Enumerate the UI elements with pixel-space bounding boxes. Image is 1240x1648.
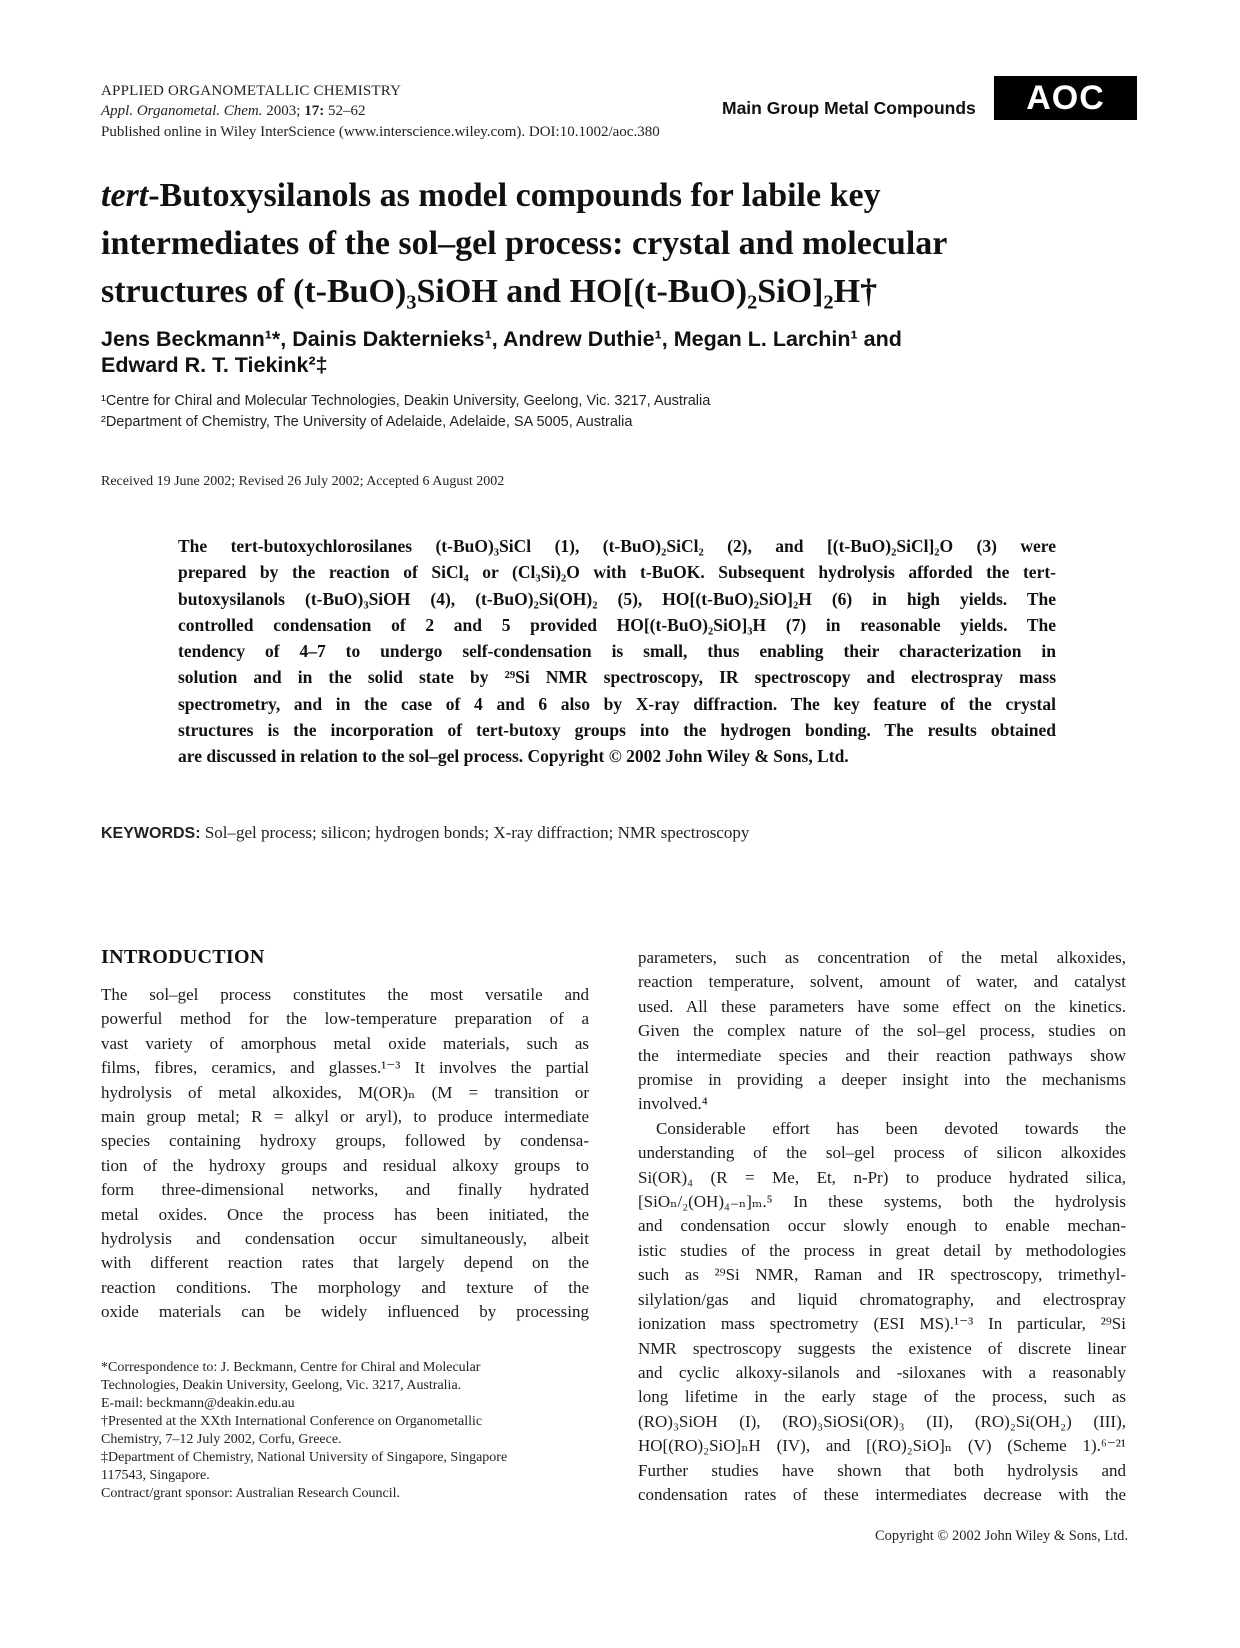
intro-right-column: [638, 946, 1126, 1507]
journal-year: 2003;: [266, 103, 301, 119]
abstract-line: are discussed in relation to the sol–gel process. Copyright © 2002 John Wiley & Sons, Ltd.: [178, 746, 849, 767]
abstract: [178, 533, 1056, 770]
body-line: silylation/gas and liquid chromatography, and electrospray: [638, 1289, 1126, 1309]
body-line: understanding of the sol–gel process of silicon alkoxides: [638, 1143, 1126, 1163]
body-line: reaction conditions. The morphology and texture of the: [101, 1277, 589, 1297]
body-line: parameters, such as concentration of the metal alkoxides,: [638, 948, 1126, 967]
title-line-1: [101, 172, 1161, 220]
body-line: metal oxides. Once the process has been initiated, the: [101, 1204, 589, 1224]
abstract-line: spectrometry, and in the case of 4 and 6 also by X-ray diffraction. The key feature of the crystal: [178, 693, 1056, 714]
body-line: main group metal; R = alkyl or aryl), to produce intermediate: [101, 1107, 589, 1127]
body-line: such as ²⁹Si NMR, Raman and IR spectroscopy, trimethyl-: [638, 1265, 1126, 1285]
abstract-line: controlled condensation of 2 and 5 provided HO[(t-BuO)₂SiO]₃H (7) in reasonable yields. The: [178, 614, 1056, 635]
body-line: powerful method for the low-temperature preparation of a: [101, 1009, 589, 1029]
journal-abbrev: Appl. Organometal. Chem.: [101, 103, 263, 119]
body-line: with different reaction rates that largely depend on the: [101, 1253, 589, 1273]
keywords: [101, 823, 749, 843]
journal-pages: 52–62: [327, 103, 366, 119]
abstract-line: prepared by the reaction of SiCl₄ or (Cl₃Si)₂O with t-BuOK. Subsequent hydrolysis afforded the tert-: [178, 562, 1056, 583]
received-dates: Received 19 June 2002; Revised 26 July 2002; Accepted 6 August 2002: [101, 474, 505, 489]
intro-left-column: [101, 983, 589, 1325]
page-footer-copyright: Copyright © 2002 John Wiley & Sons, Ltd.: [874, 1528, 1128, 1544]
abstract-line: structures is the incorporation of tert-butoxy groups into the hydrogen bonding. The results obtained: [178, 720, 1056, 741]
body-line: hydrolysis of metal alkoxides, M(OR)ₙ (M = transition or: [101, 1082, 589, 1102]
published-online: Published online in Wiley InterScience (www.interscience.wiley.com). DOI:10.1002/aoc.380: [101, 124, 660, 140]
footnote-line: Contract/grant sponsor: Australian Research Council.: [101, 1486, 400, 1501]
body-line: and condensation occur slowly enough to enable mechan-: [638, 1216, 1126, 1236]
body-line: oxide materials can be widely influenced by processing: [101, 1302, 589, 1322]
author-list: [101, 326, 1161, 378]
body-line: condensation rates of these intermediates decrease with the: [638, 1484, 1126, 1504]
affiliation-1: ¹Centre for Chiral and Molecular Technologies, Deakin University, Geelong, Vic. 3217, Australia: [101, 393, 711, 409]
footnote-line: †Presented at the XXth International Conference on Organometallic: [101, 1414, 483, 1429]
body-line: species containing hydroxy groups, followed by condensa-: [101, 1131, 589, 1151]
body-line: tion of the hydroxy groups and residual alkoxy groups to: [101, 1155, 589, 1175]
body-line: HO[(RO)₂SiO]ₙH (IV), and [(RO)₂SiO]ₙ (V) (Scheme 1).⁶⁻²¹: [638, 1436, 1126, 1456]
body-line: ionization mass spectrometry (ESI MS).¹⁻³ In particular, ²⁹Si: [638, 1314, 1126, 1334]
journal-volume: 17:: [304, 103, 325, 119]
body-line: vast variety of amorphous metal oxide materials, such as: [101, 1033, 589, 1053]
body-line: istic studies of the process in great detail by methodologies: [638, 1240, 1126, 1260]
authors-line-2: Edward R. T. Tiekink²‡: [101, 353, 328, 377]
body-line: and cyclic alkoxy-silanols and -siloxanes with a reasonably: [638, 1362, 1126, 1382]
body-line: reaction temperature, solvent, amount of water, and catalyst: [638, 972, 1126, 992]
body-line: used. All these parameters have some effect on the kinetics.: [638, 996, 1126, 1016]
body-line: the intermediate species and their reaction pathways show: [638, 1045, 1126, 1065]
citation-line: [101, 102, 365, 121]
title-italic-prefix: tert: [101, 177, 149, 214]
section-label: Main Group Metal Compounds: [722, 98, 976, 118]
body-line: Further studies have shown that both hydrolysis and: [638, 1460, 1126, 1480]
body-line: NMR spectroscopy suggests the existence of discrete linear: [638, 1338, 1126, 1358]
body-line: promise in providing a deeper insight into the mechanisms: [638, 1070, 1126, 1090]
footnote-line: 117543, Singapore.: [101, 1468, 210, 1483]
body-line: The sol–gel process constitutes the most versatile and: [101, 985, 589, 1004]
abstract-line: solution and in the solid state by ²⁹Si NMR spectroscopy, IR spectroscopy and electrospray mass: [178, 667, 1056, 688]
journal-name: APPLIED ORGANOMETALLIC CHEMISTRY: [101, 83, 402, 99]
title-line-1-text: -Butoxysilanols as model compounds for labile key: [148, 177, 881, 214]
body-line: films, fibres, ceramics, and glasses.¹⁻³ It involves the partial: [101, 1058, 589, 1078]
body-line: involved.⁴: [638, 1094, 708, 1114]
footnote-line: *Correspondence to: J. Beckmann, Centre for Chiral and Molecular: [101, 1360, 481, 1375]
body-line: long lifetime in the early stage of the process, such as: [638, 1387, 1126, 1407]
title-line-2: intermediates of the sol–gel process: crystal and molecular: [101, 225, 948, 262]
title-line-3: structures of (t-BuO)₃SiOH and HO[(t-BuO)₂SiO]₂H†: [101, 273, 878, 310]
body-line: Si(OR)₄ (R = Me, Et, n-Pr) to produce hydrated silica,: [638, 1167, 1126, 1187]
abstract-line: butoxysilanols (t-BuO)₃SiOH (4), (t-BuO)₂Si(OH)₂ (5), HO[(t-BuO)₂SiO]₂H (6) in high yields. The: [178, 588, 1056, 609]
body-line: hydrolysis and condensation occur simultaneously, albeit: [101, 1229, 589, 1249]
keywords-text: Sol–gel process; silicon; hydrogen bonds; X-ray diffraction; NMR spectroscopy: [204, 823, 750, 842]
journal-logo: AOC: [994, 76, 1137, 120]
body-line: Considerable effort has been devoted towards the: [656, 1118, 1126, 1138]
abstract-line: The tert-butoxychlorosilanes (t-BuO)₃SiCl (1), (t-BuO)₂SiCl₂ (2), and [(t-BuO)₂SiCl]₂O (3) were: [178, 536, 1056, 556]
keywords-label: KEYWORDS:: [101, 825, 201, 842]
body-line: Given the complex nature of the sol–gel process, studies on: [638, 1021, 1126, 1041]
affiliation-2: ²Department of Chemistry, The University of Adelaide, Adelaide, SA 5005, Australia: [101, 414, 633, 430]
body-line: (RO)₃SiOH (I), (RO)₃SiOSi(OR)₃ (II), (RO)₂Si(OH₂) (III),: [638, 1411, 1126, 1431]
authors-line-1: Jens Beckmann¹*, Dainis Dakternieks¹, Andrew Duthie¹, Megan L. Larchin¹ and: [101, 327, 902, 351]
footnote-line: E-mail: beckmann@deakin.edu.au: [101, 1396, 295, 1411]
footnote-line: ‡Department of Chemistry, National University of Singapore, Singapore: [101, 1450, 508, 1465]
article-title: [101, 172, 1161, 316]
footnote-line: Chemistry, 7–12 July 2002, Corfu, Greece.: [101, 1432, 342, 1447]
section-heading-introduction: INTRODUCTION: [101, 946, 265, 968]
footnotes: [101, 1359, 591, 1503]
footnote-line: Technologies, Deakin University, Geelong, Vic. 3217, Australia.: [101, 1378, 462, 1393]
body-line: form three-dimensional networks, and finally hydrated: [101, 1180, 589, 1200]
abstract-line: tendency of 4–7 to undergo self-condensation is small, thus enabling their characterization in: [178, 641, 1056, 662]
body-line: [SiOₙ/₂(OH)₄₋ₙ]ₘ.⁵ In these systems, both the hydrolysis: [638, 1192, 1126, 1212]
